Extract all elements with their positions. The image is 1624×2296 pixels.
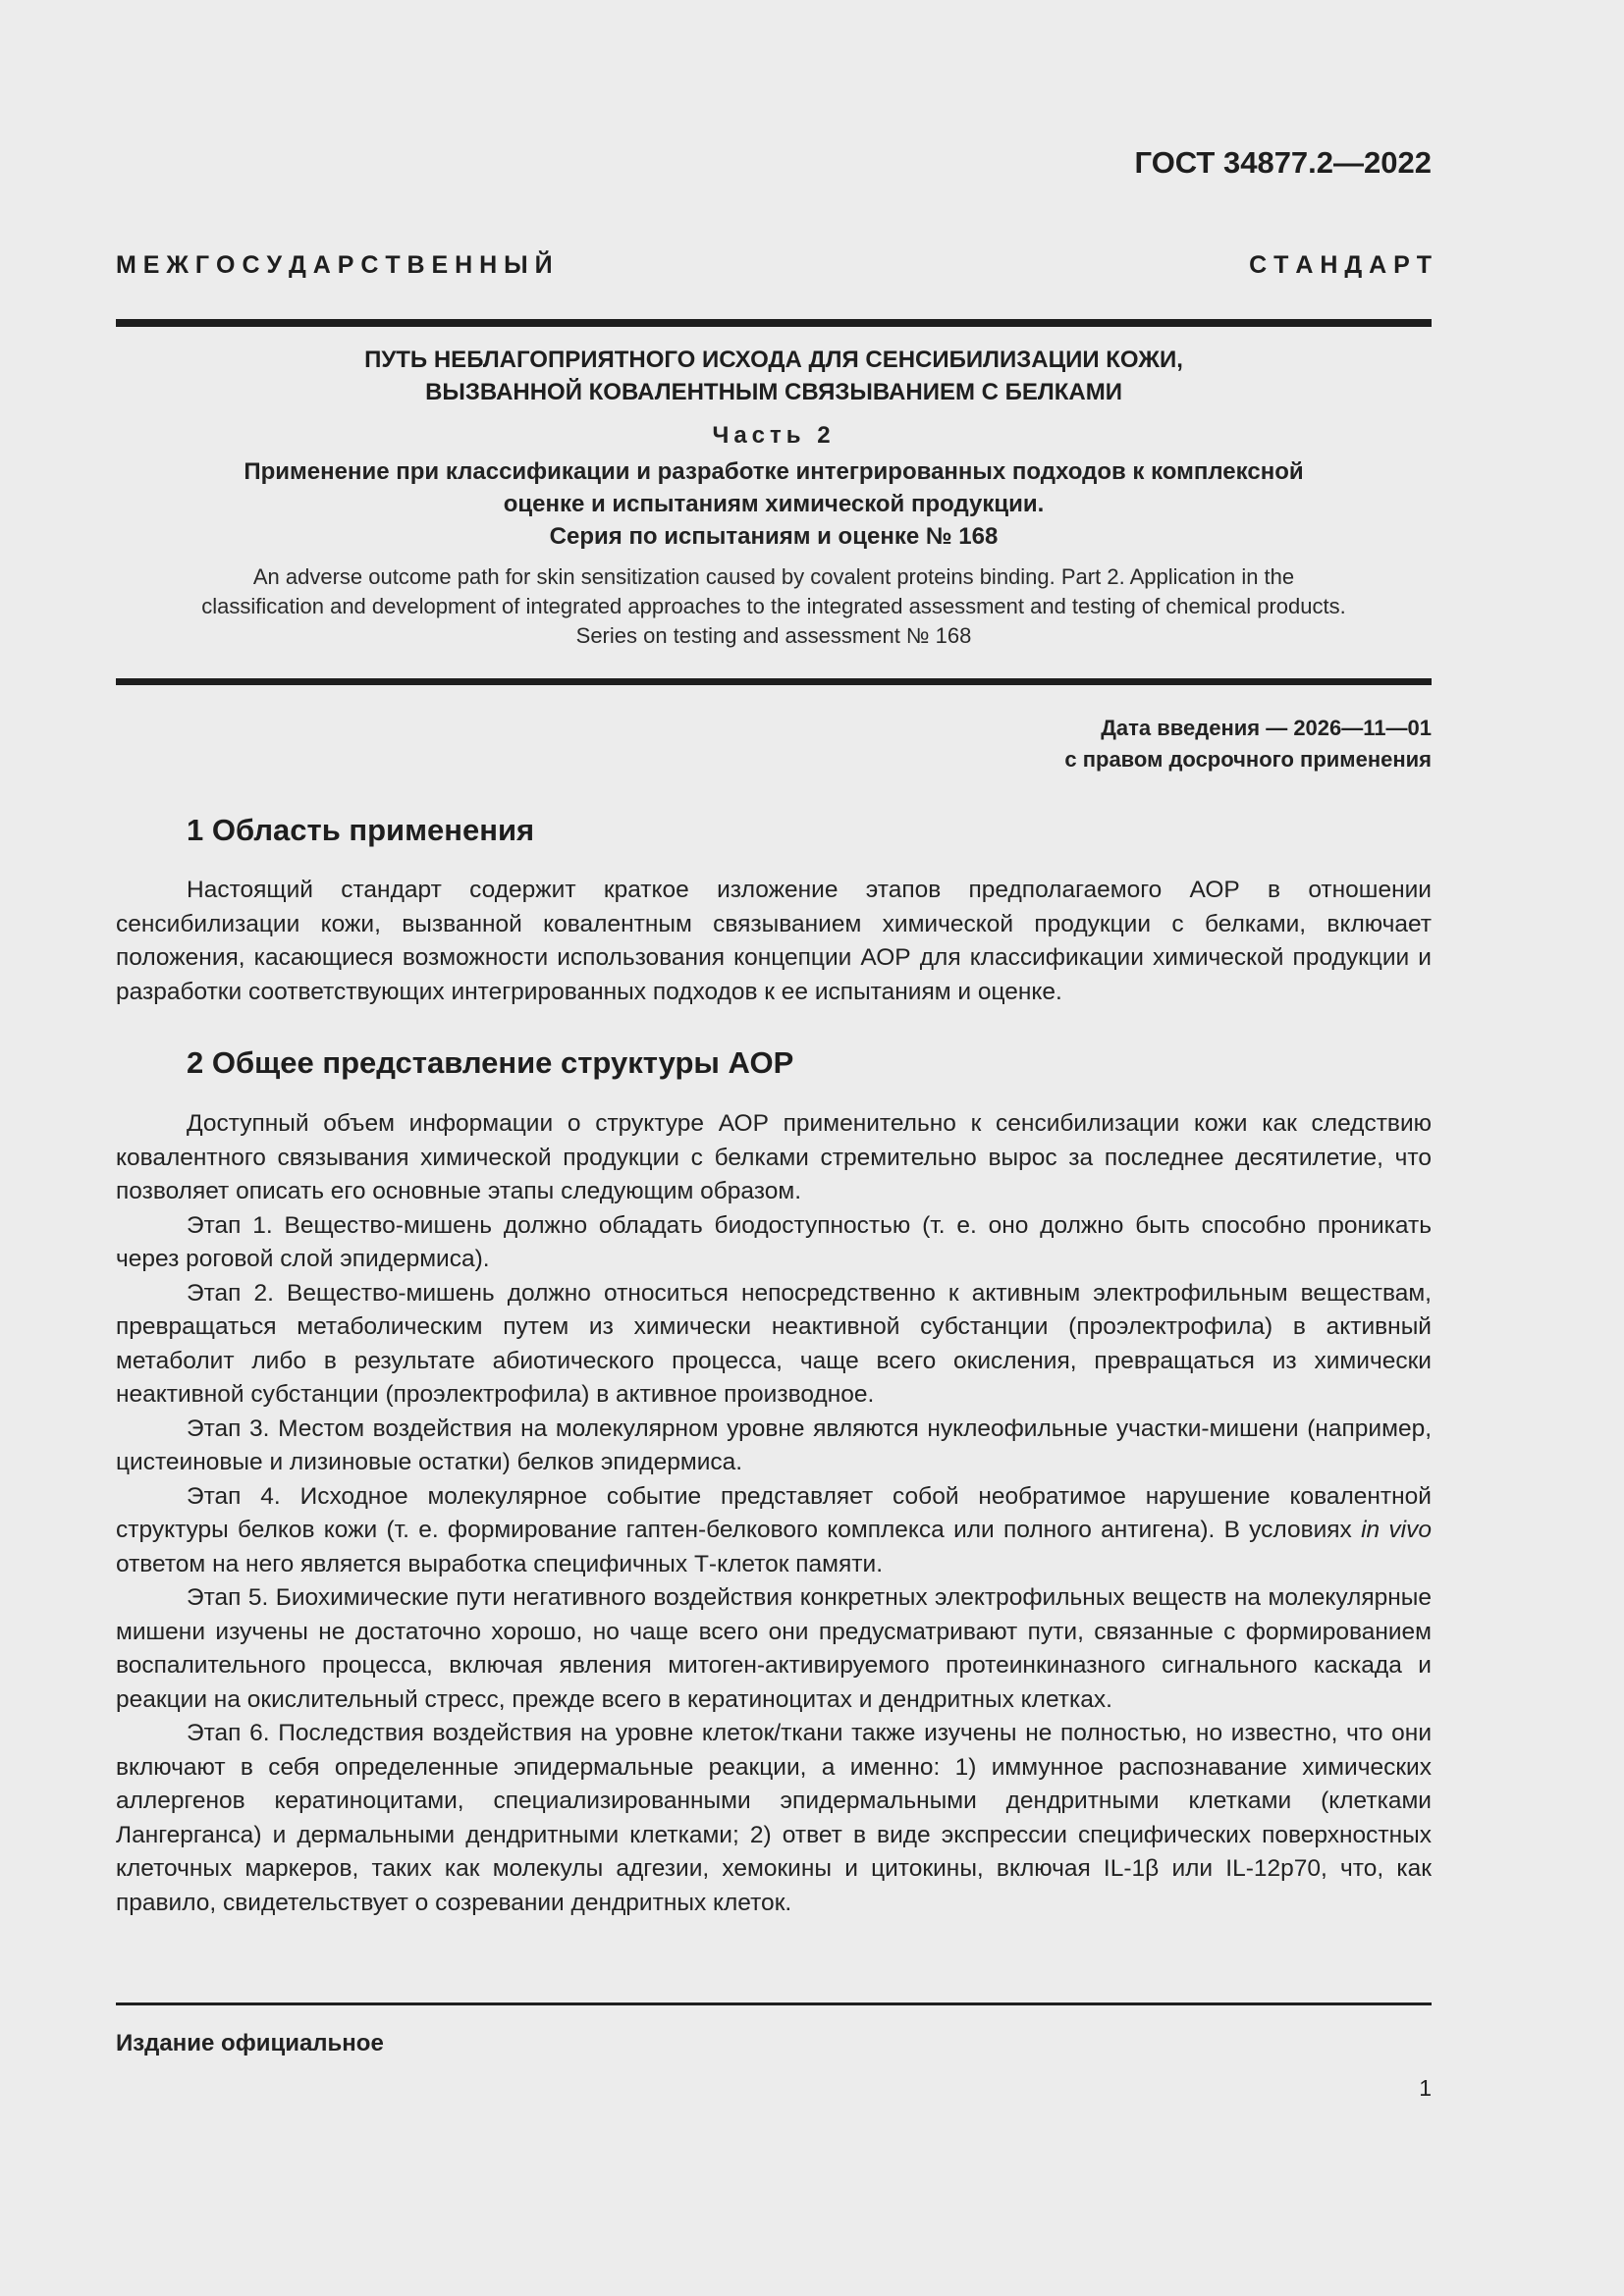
standard-type-word-2: С Т А Н Д А Р Т [1249,251,1432,279]
english-title-line-1: An adverse outcome path for skin sensitization caused by covalent proteins binding. Part 2. Application in the [252,564,1295,589]
in-vivo-term: in vivo [1361,1517,1432,1543]
main-title-line-1: ПУТЬ НЕБЛАГОПРИЯТНОГО ИСХОДА ДЛЯ СЕНСИБИЛИЗАЦИИ КОЖИ, [364,347,1183,373]
title-block [116,344,1432,651]
standard-type-word-1: М Е Ж Г О С У Д А Р С Т В Е Н Н Ы Й [116,251,553,279]
subtitle-line-3: Серия по испытаниям и оценке № 168 [549,523,999,550]
standard-type-heading [116,251,1432,280]
stage-5-paragraph: Этап 5. Биохимические пути негативного воздействия конкретных электрофильных веществ на молекулярные мишени изучены не достаточно хорошо, но чаще всего они предусматривают пути, связанные с формированием воспалительного процесса, включая явления митоген-активируемого протеинкиназного сигнального каскада и реакции на окислительный стресс, прежде всего в кератиноцитах и дендритных клетках. [116,1584,1432,1713]
english-title-line-2: classification and development of integrated approaches to the integrated assessment and testing of chemical products. [201,594,1346,618]
introduction-date-line: Дата введения — 2026—11—01 [1101,716,1432,740]
main-title-line-2: ВЫЗВАННОЙ КОВАЛЕНТНЫМ СВЯЗЫВАНИЕМ С БЕЛКАМИ [425,379,1122,405]
stage-3-paragraph: Этап 3. Местом воздействия на молекулярном уровне являются нуклеофильные участки-мишени (например, цистеиновые и лизиновые остатки) белков эпидермиса. [116,1415,1432,1475]
stage-1-paragraph: Этап 1. Вещество-мишень должно обладать биодоступностью (т. е. оно должно быть способно проникать через роговой слой эпидермиса). [116,1211,1432,1272]
page-number: 1 [1419,2075,1432,2101]
paragraph: Настоящий стандарт содержит краткое изложение этапов предполагаемого АОР в отношении сенсибилизации кожи, вызванной ковалентным связыванием химической продукции с белками, включает положения, касающиеся возможности использования концепции АОР для классификации химической продукции и разработки соответствующих интегрированных подходов к ее испытаниям и оценке. [116,877,1432,1005]
subtitle-line-1: Применение при классификации и разработке интегрированных подходов к комплексной [244,458,1304,485]
stage-6-paragraph: Этап 6. Последствия воздействия на уровне клеток/ткани также изучены не полностью, но известно, что они включают в себя определенные эпидермальные реакции, а именно: 1) иммунное распознавание химических аллергенов кератиноцитами, специализированными эпидермальными дендритными клетками (клетками Лангерганса) и дермальными дендритными клетками; 2) ответ в виде экспрессии специфических поверхностных клеточных маркеров, таких как молекулы адгезии, хемокины и цитокины, включая IL-1β или IL-12p70, что, как правило, свидетельствует о созревании дендритных клеток. [116,1720,1432,1916]
english-title-line-3: Series on testing and assessment № 168 [575,623,972,648]
document-number: ГОСТ 34877.2—2022 [1134,145,1432,180]
stage-4-paragraph [116,1480,1432,1582]
part-label: Часть 2 [712,422,836,449]
stage-4-text-a: Этап 4. Исходное молекулярное событие представляет собой необратимое нарушение ковалентной структуры белков кожи (т. е. формирование гаптен-белкового комплекса или полного антигена). В условиях [116,1482,1432,1543]
top-divider [116,319,1432,327]
footer-divider [116,2002,1432,2005]
stage-4-text-b: ответом на него является выработка специфичных Т-клеток памяти. [116,1550,884,1577]
section-2-body [116,1107,1432,1920]
section-2-heading: 2 Общее представление структуры АОР [187,1045,794,1080]
early-application-line: с правом досрочного применения [1064,747,1432,772]
paragraph: Доступный объем информации о структуре АОР применительно к сенсибилизации кожи как следствию ковалентного связывания химической продукции с белками стремительно вырос за последнее десятилетие, что позволяет описать его основные этапы следующим образом. [116,1110,1432,1204]
title-divider [116,678,1432,685]
section-1-heading: 1 Область применения [187,813,535,847]
stage-2-paragraph: Этап 2. Вещество-мишень должно относиться непосредственно к активным электрофильным веществам, превращаться метаболическим путем из химически неактивной субстанции (проэлектрофила) в активный метаболит либо в результате абиотического процесса, чаще всего окисления, превращаться из химически неактивной субстанции (проэлектрофила) в активное производное. [116,1279,1432,1408]
subtitle-line-2: оценке и испытаниям химической продукции. [503,491,1045,517]
edition-label: Издание официальное [116,2030,384,2056]
introduction-date [1064,713,1432,775]
section-1-body [116,874,1432,1009]
